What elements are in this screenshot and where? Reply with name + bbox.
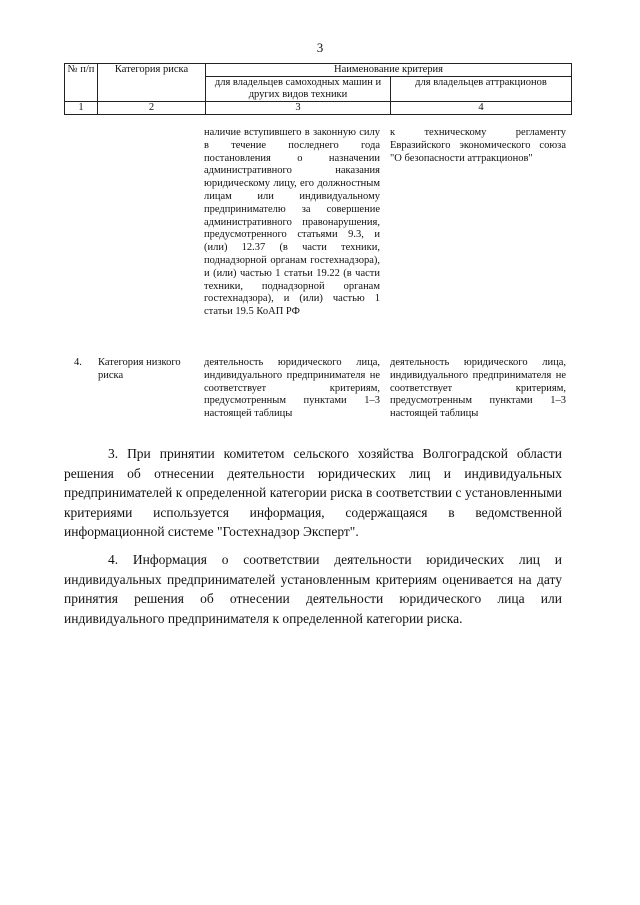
header-col-self-propelled: для владельцев самоходных машин и других видов техники xyxy=(206,77,391,102)
col-number-4: 4 xyxy=(391,102,572,115)
paragraph-3: 3. При принятии комитетом сельского хозяйства Волгоградской области решения об отнесении деятельности юридических лиц и индивидуальных предпринимателей к определенной категории риска в соответствии с установленными критериями используется информация, содержащаяся в ведомственной информационной системе "Гостехнадзор Эксперт". xyxy=(64,446,562,540)
header-category: Категория риска xyxy=(98,64,206,102)
header-num: № п/п xyxy=(65,64,98,102)
col-number-1: 1 xyxy=(65,102,98,115)
col-number-3: 3 xyxy=(206,102,391,115)
row4-category: Категория низкого риска xyxy=(98,357,181,381)
row4-col4: деятельность юридического лица, индивидуального предпринимателя не соответствует критериям, предусмотренным пунктами 1–3 настоящей таблицы xyxy=(390,357,566,420)
cont-row-col4: к техническому регламенту Евразийского экономического союза "О безопасности аттракционов" xyxy=(390,127,566,164)
paragraph-4: 4. Информация о соответствии деятельности юридических лиц и индивидуальных предпринимателей установленным критериям оценивается на дату принятия решения об отнесении деятельности юридического лица или индивидуального предпринимателя к определенной категории риска. xyxy=(64,552,562,626)
header-col-attractions: для владельцев аттракционов xyxy=(391,77,572,102)
row4-col3: деятельность юридического лица, индивидуального предпринимателя не соответствует критериям, предусмотренным пунктами 1–3 настоящей таблицы xyxy=(204,357,380,420)
cont-row-col3: наличие вступившего в законную силу в течение последнего года постановления о назначении административного наказания юридическому лицу, его должностным лицам или индивидуальному предпринимателю за совершение административного правонарушения, предусмотренного статьями 9.3, и (или) 12.37 (в части техники, поднадзорной органам гостехнадзора), и (или) частью 1 статьи 19.22 (в части техники, поднадзорной органам гостехнадзора), и (или) частью 1 статьи 19.5 КоАП РФ xyxy=(204,127,380,318)
criteria-table-header xyxy=(64,63,572,115)
row4-num: 4. xyxy=(74,357,82,368)
page-number: 3 xyxy=(316,40,324,55)
col-number-2: 2 xyxy=(98,102,206,115)
header-criteria: Наименование критерия xyxy=(206,64,572,77)
